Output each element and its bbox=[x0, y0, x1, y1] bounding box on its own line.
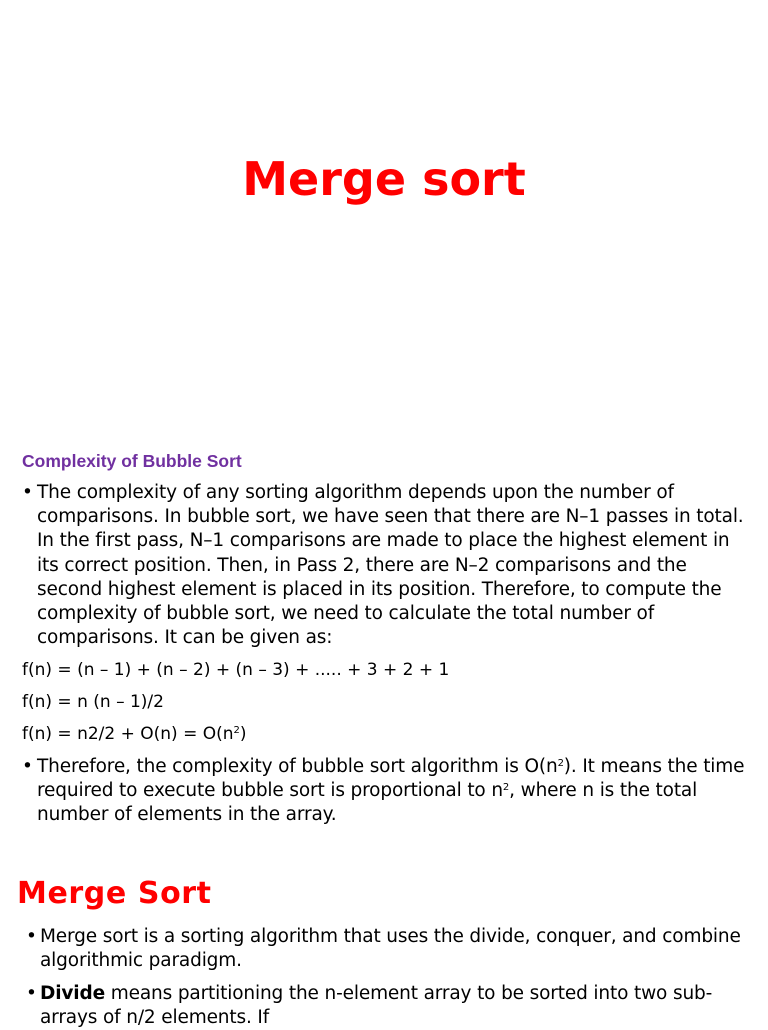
formula-3 bbox=[22, 724, 247, 744]
text-line: second highest element is placed in its position. Therefore, to compute the bbox=[37, 578, 722, 600]
text-span: , where n is the total bbox=[509, 780, 698, 802]
text-span: means partitioning the n-element array to be sorted into two sub- bbox=[105, 983, 713, 1004]
title-slide bbox=[0, 0, 768, 420]
text-line: its correct position. Then, in Pass 2, there are N–2 comparisons and the bbox=[37, 554, 687, 576]
text-line: comparisons. It can be given as: bbox=[37, 627, 333, 649]
superscript: 2 bbox=[502, 782, 510, 794]
merge-sort-heading: Merge Sort bbox=[17, 876, 212, 911]
text-line: number of elements in the array. bbox=[37, 804, 337, 826]
bullet-text bbox=[37, 481, 744, 650]
bubble-sort-heading: Complexity of Bubble Sort bbox=[22, 451, 242, 471]
text-span: ). It means the time bbox=[563, 756, 745, 777]
text-line: complexity of bubble sort, we need to calculate the total number of bbox=[37, 603, 655, 625]
text-line: Merge sort is a sorting algorithm that uses the divide, conquer, and combine bbox=[40, 926, 741, 947]
text-line: The complexity of any sorting algorithm depends upon the number of bbox=[37, 482, 674, 503]
text-line bbox=[37, 755, 744, 779]
term-divide: Divide bbox=[40, 983, 105, 1004]
bullet-text bbox=[40, 925, 741, 973]
bullet-icon: • bbox=[22, 482, 33, 503]
text-line: algorithmic paradigm. bbox=[40, 950, 242, 972]
formula-text: f(n) = n2/2 + O(n) = O(n bbox=[22, 724, 234, 744]
superscript: 2 bbox=[233, 725, 240, 736]
bullet-icon: • bbox=[26, 983, 37, 1004]
formula-2: f(n) = n (n – 1)/2 bbox=[22, 692, 164, 712]
slide-title: Merge sort bbox=[242, 152, 526, 206]
text-line: comparisons. In bubble sort, we have seen that there are N–1 passes in total. bbox=[37, 506, 744, 528]
superscript: 2 bbox=[557, 758, 564, 769]
bullet-icon: • bbox=[22, 756, 33, 777]
text-line bbox=[37, 779, 744, 803]
formula-text: ) bbox=[239, 724, 247, 744]
bullet-icon: • bbox=[26, 926, 37, 947]
bullet-text bbox=[37, 755, 744, 828]
text-span: required to execute bubble sort is proportional to n bbox=[37, 780, 503, 802]
text-line: In the first pass, N–1 comparisons are made to place the highest element in bbox=[37, 530, 730, 552]
text-line bbox=[40, 982, 712, 1006]
text-span: Therefore, the complexity of bubble sort algorithm is O(n bbox=[37, 756, 558, 777]
formula-1: f(n) = (n – 1) + (n – 2) + (n – 3) + ..... + 3 + 2 + 1 bbox=[22, 660, 450, 680]
bullet-text bbox=[40, 982, 712, 1030]
text-line: arrays of n/2 elements. If bbox=[40, 1007, 270, 1029]
